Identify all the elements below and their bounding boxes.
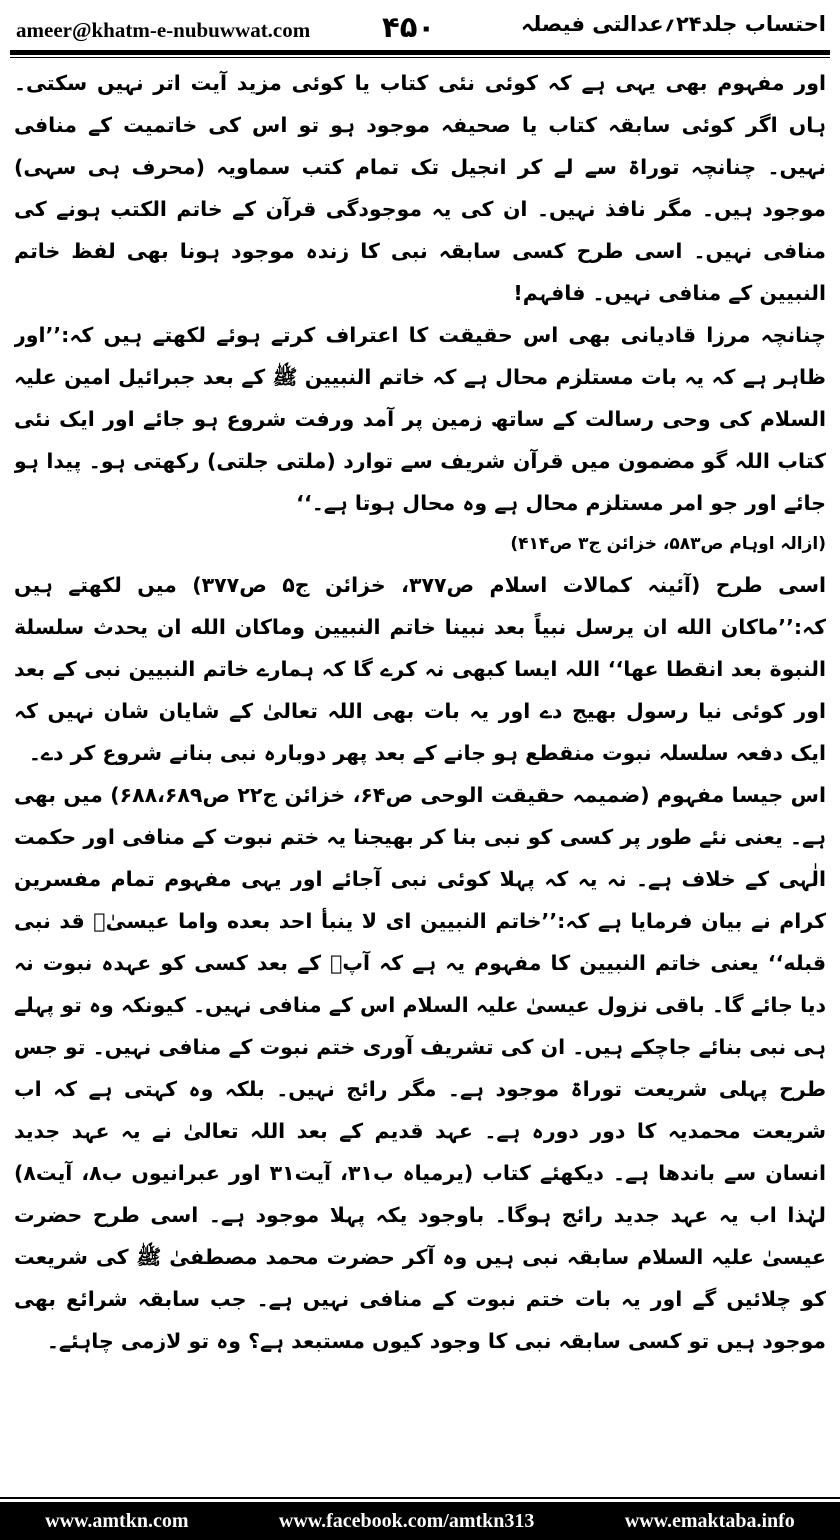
footer-link-facebook[interactable]: www.facebook.com/amtkn313	[278, 1509, 535, 1532]
paragraph-2-quote: چنانچہ مرزا قادیانی بھی اس حقیقت کا اعتراف کرتے ہوئے لکھتے ہیں کہ:’’اور ظاہر ہے کہ یہ بات مستلزم محال ہے کہ خاتم النبیین ﷺ کے بعد جبرائیل امین علیہ السلام کی وحی رسالت کے ساتھ زمین پر آمد ورفت شروع ہو جائے اور ایک نئی کتاب اللہ گو مضمون میں قرآن شریف سے توارد (ملتی جلتی) رکھتی ہو۔ پیدا ہو جائے اور جو امر مستلزم محال ہے وہ محال ہوتا ہے۔‘‘	[14, 323, 826, 515]
footer-rule	[0, 1497, 840, 1499]
paragraph-4: اس جیسا مفہوم (ضمیمہ حقیقت الوحی ص۶۴، خزائن ج۲۲ ص۶۸۸،۶۸۹) میں بھی ہے۔ یعنی نئے طور پر کسی کو نبی بنا کر بھیجنا یہ ختم نبوت کے منافی اور حکمت الٰہی کے خلاف ہے۔ نہ یہ کہ پہلا کوئی نبی آجائے اور یہی مفہوم تمام مفسرین کرام نے بیان فرمایا ہے کہ:’’خاتم النبیین ای لا ینبأ احد بعده واما عیسیٰؑ قد نبی قبله‘‘ یعنی خاتم النبیین کا مفہوم یہ ہے کہ آپؐ کے بعد کسی کو عہدہ نبوت نہ دیا جائے گا۔ باقی نزول عیسیٰ علیہ السلام اس کے منافی نہیں۔ کیونکہ وہ تو پہلے ہی نبی بنائے جاچکے ہیں۔ ان کی تشریف آوری ختم نبوت کے منافی نہیں۔ تو جس طرح پہلی شریعت توراۃ موجود ہے۔ مگر رائج نہیں۔ بلکہ وہ کہتی ہے کہ اب شریعت محمدیہ کا دور دورہ ہے۔ عہد قدیم کے بعد اللہ تعالیٰ نے یہ عہد جدید انسان سے باندھا ہے۔ دیکھئے کتاب (یرمیاہ ب۳۱، آیت۳۱ اور عبرانیوں ب۸، آیت۸) لہٰذا اب یہ عہد جدید رائج ہوگا۔ باوجود یکہ پہلا موجود ہے۔ اسی طرح حضرت عیسیٰ علیہ السلام سابقہ نبی ہیں وہ آکر حضرت محمد مصطفیٰ ﷺ کی شریعت کو چلائیں گے اور یہ بات ختم نبوت کے منافی نہیں ہے۔ جب سابقہ شرائع بھی موجود ہیں تو کسی سابقہ نبی کا وجود کیوں مستبعد ہے؟ وہ تو لازمی چاہئے۔	[14, 783, 826, 1353]
header-rule-thin	[10, 57, 830, 58]
body-text	[14, 62, 826, 1482]
paragraph-3: اسی طرح (آئینہ کمالات اسلام ص۳۷۷، خزائن ج۵ ص۳۷۷) میں لکھتے ہیں کہ:’’ماکان الله ان یرسل نبیاً بعد نبینا خاتم النبیین وماکان الله ان یحدث سلسلة النبوة بعد انقطا عها‘‘ اللہ ایسا کبھی نہ کرے گا کہ ہمارے خاتم النبیین نبی کے بعد اور کوئی نیا رسول بھیج دے اور یہ بات بھی اللہ تعالیٰ کے شایان شان نہیں کہ ایک دفعہ سلسلہ نبوت منقطع ہو جانے کے بعد پھر دوبارہ نبی بنانے شروع کر دے۔	[14, 573, 826, 765]
page-header	[0, 0, 840, 58]
source-reference: (ازالہ اوہام ص۵۸۳، خزائن ج۳ ص۴۱۴)	[510, 534, 826, 554]
header-rule-thick	[10, 50, 830, 55]
page-number: ۴۵۰	[382, 10, 436, 44]
footer-link-emaktaba[interactable]: www.emaktaba.info	[624, 1509, 795, 1532]
header-email: ameer@khatm-e-nubuwwat.com	[16, 18, 311, 42]
footer-link-amtkn[interactable]: www.amtkn.com	[45, 1509, 189, 1532]
book-title: احتساب جلد۲۴؍عدالتی فیصلہ	[521, 12, 826, 36]
page-footer	[0, 1497, 840, 1540]
footer-band	[0, 1502, 840, 1540]
paragraph-1: اور مفہوم بھی یہی ہے کہ کوئی نئی کتاب یا کوئی مزید آیت اتر نہیں سکتی۔ ہاں اگر کوئی سابقہ کتاب یا صحیفہ موجود ہو تو اس کی خاتمیت کے منافی نہیں۔ چنانچہ توراۃ سے لے کر انجیل تک تمام کتب سماویہ (محرف ہی سہی) موجود ہیں۔ مگر نافذ نہیں۔ ان کی یہ موجودگی قرآن کے خاتم الکتب ہونے کی منافی نہیں۔ اسی طرح کسی سابقہ نبی کا زندہ موجود ہونا بھی لفظ خاتم النبیین کے منافی نہیں۔ فافہم!	[14, 71, 826, 305]
